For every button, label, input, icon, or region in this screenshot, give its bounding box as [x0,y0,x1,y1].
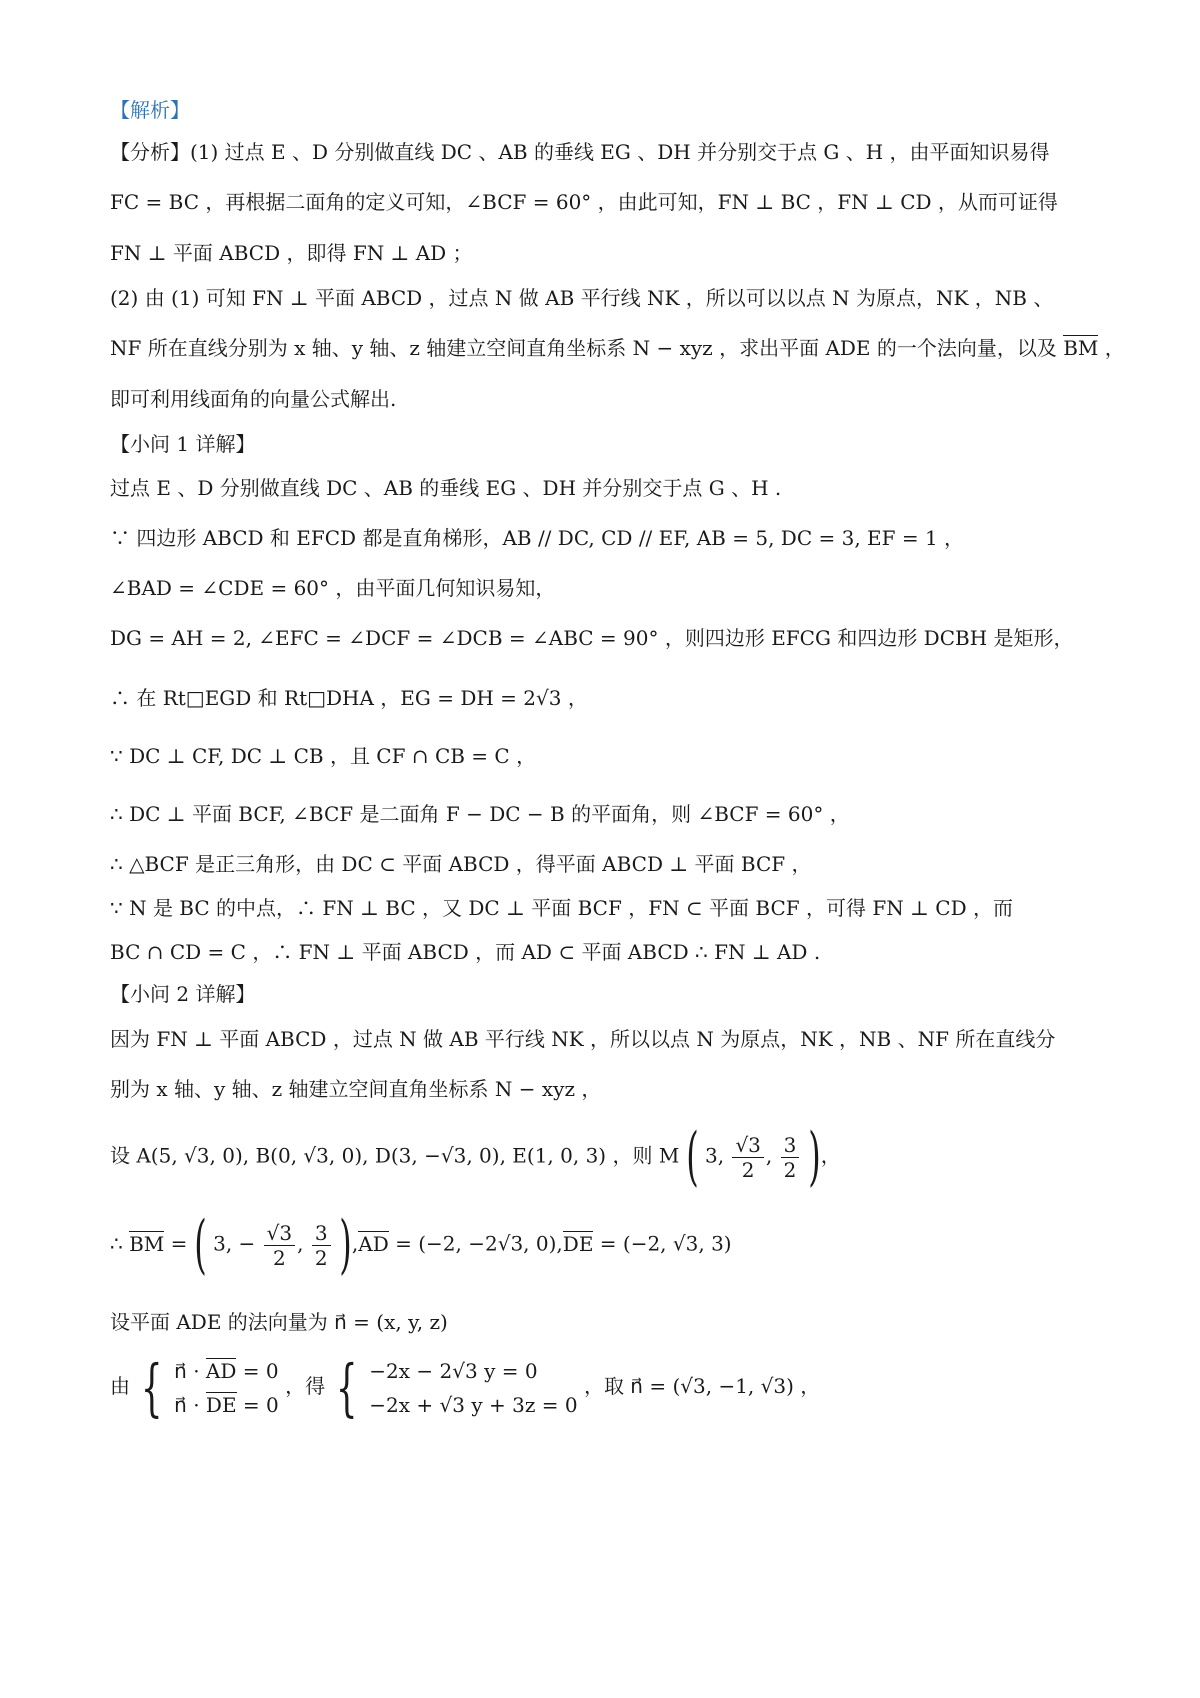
fraction-sqrt3-over-2: $\frac{√3}{2}$ [264,1221,295,1270]
q1-line-6: ∵ DC ⊥ CF, DC ⊥ CB ，且 CF ∩ CB = C ， [110,744,537,768]
vector-ad: AD [358,1231,389,1256]
left-brace: { [336,1350,359,1424]
analysis-line-6: 即可利用线面角的向量公式解出. [110,387,397,411]
q1-line-1: 过点 E 、D 分别做直线 DC 、AB 的垂线 EG 、DH 并分别交于点 G 、H . [110,476,782,500]
point-coordinates: 设 A(5, √3, 0), B(0, √3, 0), D(3, −√3, 0), E(1, 0, 3) ，则 M [110,1143,680,1168]
q1-line-9: ∵ N 是 BC 的中点，∴ FN ⊥ BC ，又 DC ⊥ 平面 BCF ，FN ⊂ 平面 BCF ，可得 FN ⊥ CD ，而 [110,896,1013,920]
q1-line-4: DG = AH = 2, ∠EFC = ∠DCF = ∠DCB = ∠ABC = 90° ，则四边形 EFCG 和四边形 DCBH 是矩形， [110,626,1074,650]
vector-bm: BM [1063,336,1099,360]
q1-title: 【小问 1 详解】 [110,432,256,456]
right-paren: ) [339,1208,352,1282]
equation-system: −2x − 2√3 y = 0 −2x + √3 y + 3z = 0 [369,1358,578,1417]
analysis-line-2: FC = BC ，再根据二面角的定义可知，∠BCF = 60° ，由此可知，FN ⊥ BC ，FN ⊥ CD ，从而可证得 [110,190,1058,214]
section-header: 【解析】 [110,98,190,122]
analysis-line-3: FN ⊥ 平面 ABCD ，即得 FN ⊥ AD ； [110,241,473,265]
vector-de: DE [205,1392,237,1417]
q2-line-3: 设 A(5, √3, 0), B(0, √3, 0), D(3, −√3, 0), E(1, 0, 3) ，则 M ( 3, $\frac{√3}{2}$ , $\frac{3}{2}$ )， [110,1120,841,1194]
left-paren: ( [685,1120,699,1194]
q2-line-6: 由 { n⃗ · AD = 0 n⃗ · DE = 0 ，得 { −2x − 2√3 y = 0 −2x + √3 y + 3z = 0 ，取 n⃗ = (√3, −1, √3) ， [110,1350,821,1424]
vector-bm: BM [129,1231,165,1256]
q2-title: 【小问 2 详解】 [110,982,256,1006]
q1-line-3: ∠BAD = ∠CDE = 60° ，由平面几何知识易知， [110,576,556,600]
fraction-3-over-2: $\frac{3}{2}$ [312,1221,331,1270]
q2-line-4: ∴ BM = ( 3, − $\frac{√3}{2}$ , $\frac{3}{2}$ ),AD = (−2, −2√3, 0),DE = (−2, √3, 3) [110,1208,732,1282]
right-paren: ) [807,1120,821,1194]
vector-condition-system: n⃗ · AD = 0 n⃗ · DE = 0 [174,1358,279,1417]
analysis-line-4: (2) 由 (1) 可知 FN ⊥ 平面 ABCD ，过点 N 做 AB 平行线 NK ，所以可以以点 N 为原点，NK ，NB 、 [110,286,1054,310]
left-brace: { [141,1350,163,1424]
q1-line-8: ∴ △BCF 是正三角形，由 DC ⊂ 平面 ABCD ，得平面 ABCD ⊥ 平面 BCF ， [110,852,812,876]
q2-line-1: 因为 FN ⊥ 平面 ABCD ，过点 N 做 AB 平行线 NK ，所以以点 N 为原点，NK ，NB 、NF 所在直线分 [110,1027,1056,1051]
m-x-coordinate: 3, [704,1143,725,1168]
therefore-symbol: ∴ [110,1231,123,1256]
q1-line-2: ∵ 四边形 ABCD 和 EFCD 都是直角梯形，AB // DC, CD // EF, AB = 5, DC = 3, EF = 1 ， [110,526,965,550]
analysis-line-5-text: NF 所在直线分别为 x 轴、y 轴、z 轴建立空间直角坐标系 N − xyz ，求出平面 ADE 的一个法向量，以及 [110,336,1064,360]
vector-de: DE [562,1231,594,1256]
fraction-3-over-2: $\frac{3}{2}$ [781,1133,800,1182]
left-paren: ( [194,1208,207,1282]
q2-line-5: 设平面 ADE 的法向量为 n⃗ = (x, y, z) [110,1310,448,1334]
q2-line-2: 别为 x 轴、y 轴、z 轴建立空间直角坐标系 N − xyz ， [110,1077,602,1101]
vector-ad: AD [205,1358,237,1383]
analysis-line-1: 【分析】(1) 过点 E 、D 分别做直线 DC 、AB 的垂线 EG 、DH 并分别交于点 G 、H ，由平面知识易得 [110,140,1050,164]
analysis-line-5-end: ， [1098,336,1125,360]
fraction-sqrt3-over-2: $\frac{√3}{2}$ [732,1133,763,1182]
analysis-line-5 [110,333,1125,363]
q1-line-5: ∴ 在 Rt□EGD 和 Rt□DHA ，EG = DH = 2√3 ， [110,686,588,710]
q1-line-7: ∴ DC ⊥ 平面 BCF, ∠BCF 是二面角 F − DC − B 的平面角，则 ∠BCF = 60° ， [110,802,850,826]
q1-line-10: BC ∩ CD = C ，∴ FN ⊥ 平面 ABCD ，而 AD ⊂ 平面 ABCD ∴ FN ⊥ AD . [110,940,821,964]
